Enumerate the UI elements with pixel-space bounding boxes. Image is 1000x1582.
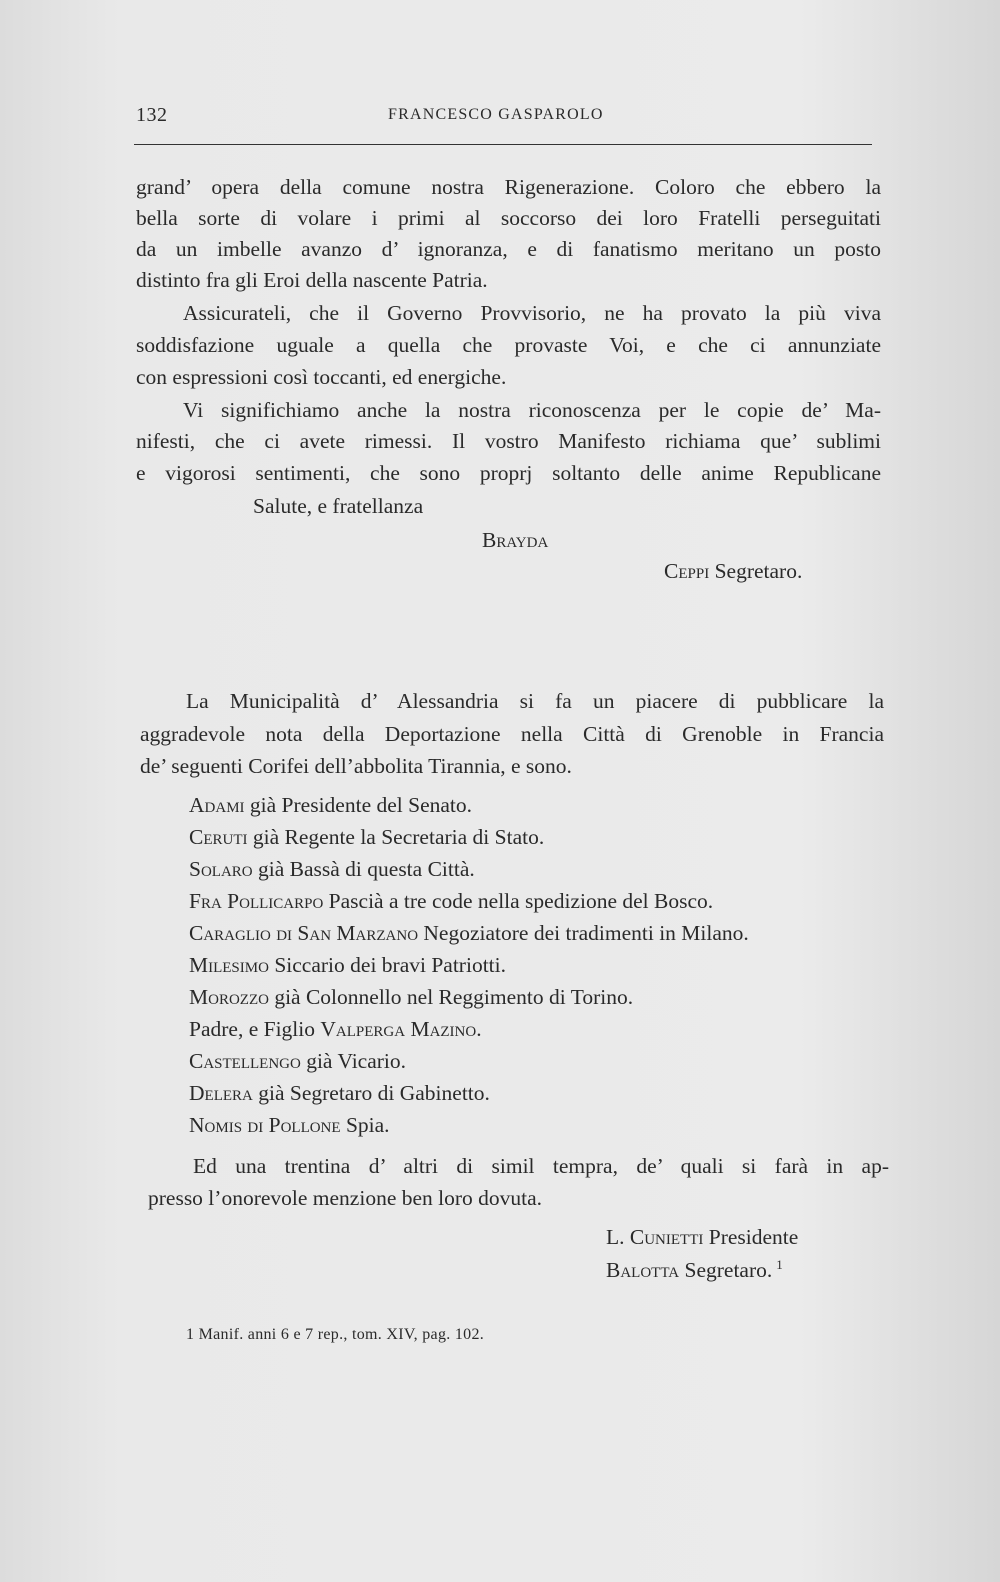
deportee-desc: già Presidente del Senato. bbox=[244, 793, 473, 817]
deportee-name: Solaro bbox=[189, 857, 253, 881]
closing-line: presso l’onorevole menzione ben loro dovuta. bbox=[148, 1186, 543, 1210]
letter-line: nifesti, che ci avete rimessi. Il vostro Manifesto richiama que’ sublimi bbox=[136, 429, 881, 453]
page-number: 132 bbox=[136, 104, 168, 126]
letter-line: Vi significhiamo anche la nostra riconoscenza per le copie de’ Ma- bbox=[183, 398, 881, 422]
deportee-desc: Siccario dei bravi Patriotti. bbox=[268, 953, 506, 977]
signature-name: L. Cunietti bbox=[606, 1225, 704, 1249]
footnote-ref: 1 bbox=[776, 1256, 783, 1272]
deportee-name: Castellengo bbox=[189, 1049, 301, 1073]
signature-role: Segretaro. bbox=[714, 559, 803, 583]
deportee-desc: già Segretaro di Gabinetto. bbox=[252, 1081, 490, 1105]
deportee-desc: già Vicario. bbox=[300, 1049, 407, 1073]
letter-line: bella sorte di volare i primi al soccorso dei loro Fratelli perseguitati bbox=[136, 206, 881, 230]
deportee-name: Caraglio di San Marzano bbox=[189, 921, 419, 945]
deportee-item bbox=[189, 918, 749, 949]
deportee-item bbox=[189, 886, 713, 917]
running-title: FRANCESCO GASPAROLO bbox=[388, 106, 604, 123]
letter-line: Assicurateli, che il Governo Provvisorio, ne ha provato la più viva bbox=[183, 301, 881, 325]
deportee-name: Milesimo bbox=[189, 953, 269, 977]
deportee-name: Adami bbox=[189, 793, 245, 817]
deportee-desc: Negoziatore dei tradimenti in Milano. bbox=[418, 921, 749, 945]
deportee-prefix: Padre, e Figlio bbox=[189, 1017, 321, 1041]
deportee-item bbox=[189, 950, 506, 981]
letter-line: da un imbelle avanzo d’ ignoranza, e di fanatismo meritano un posto bbox=[136, 237, 881, 261]
signature-role: Presidente bbox=[703, 1225, 799, 1249]
deportee-item bbox=[189, 982, 633, 1013]
signature-ceppi bbox=[664, 556, 802, 587]
signature-brayda: Brayda bbox=[482, 528, 549, 552]
signature-name: Balotta bbox=[606, 1258, 680, 1282]
deportee-item bbox=[189, 1110, 390, 1141]
deportee-item bbox=[189, 854, 475, 885]
municipality-line: de’ seguenti Corifei dell’abbolita Tirannia, e sono. bbox=[140, 754, 572, 778]
deportee-desc: Pascià a tre code nella spedizione del Bosco. bbox=[323, 889, 714, 913]
deportee-desc: già Colonnello nel Reggimento di Torino. bbox=[268, 985, 634, 1009]
deportee-item bbox=[189, 1046, 406, 1077]
letter-line: e vigorosi sentimenti, che sono proprj soltanto delle anime Republicane bbox=[136, 461, 881, 485]
deportee-desc: già Bassà di questa Città. bbox=[252, 857, 475, 881]
deportee-name: Ceruti bbox=[189, 825, 248, 849]
deportee-item bbox=[189, 822, 544, 853]
signature-president bbox=[606, 1222, 798, 1253]
header-rule bbox=[134, 144, 872, 145]
signature-role: Segretaro. bbox=[679, 1258, 773, 1282]
letter-line: distinto fra gli Eroi della nascente Patria. bbox=[136, 268, 488, 292]
letter-line: grand’ opera della comune nostra Rigenerazione. Coloro che ebbero la bbox=[136, 175, 881, 199]
deportee-name: Nomis di Pollone bbox=[189, 1113, 341, 1137]
deportee-name: Morozzo bbox=[189, 985, 269, 1009]
municipality-line: aggradevole nota della Deportazione nella Città di Grenoble in Francia bbox=[140, 722, 884, 746]
municipality-line: La Municipalità d’ Alessandria si fa un piacere di pubblicare la bbox=[186, 689, 884, 713]
deportee-desc: Spia. bbox=[340, 1113, 390, 1137]
deportee-name: Fra Pollicarpo bbox=[189, 889, 324, 913]
deportee-item bbox=[189, 790, 472, 821]
footnote: 1 Manif. anni 6 e 7 rep., tom. XIV, pag. 102. bbox=[186, 1326, 485, 1343]
deportee-desc: . bbox=[476, 1017, 482, 1041]
signature-name: Ceppi bbox=[664, 559, 710, 583]
deportee-name: Delera bbox=[189, 1081, 253, 1105]
closing-line: Ed una trentina d’ altri di simil tempra, de’ quali si farà in ap- bbox=[193, 1154, 889, 1178]
letter-line: con espressioni così toccanti, ed energiche. bbox=[136, 365, 507, 389]
signature-secretary bbox=[606, 1255, 783, 1286]
deportee-item bbox=[189, 1014, 482, 1045]
letter-line: Salute, e fratellanza bbox=[253, 494, 424, 518]
letter-line: soddisfazione uguale a quella che provaste Voi, e che ci annunziate bbox=[136, 333, 881, 357]
deportee-name: Valperga Mazino bbox=[320, 1017, 477, 1041]
deportee-desc: già Regente la Secretaria di Stato. bbox=[247, 825, 545, 849]
deportee-item bbox=[189, 1078, 490, 1109]
